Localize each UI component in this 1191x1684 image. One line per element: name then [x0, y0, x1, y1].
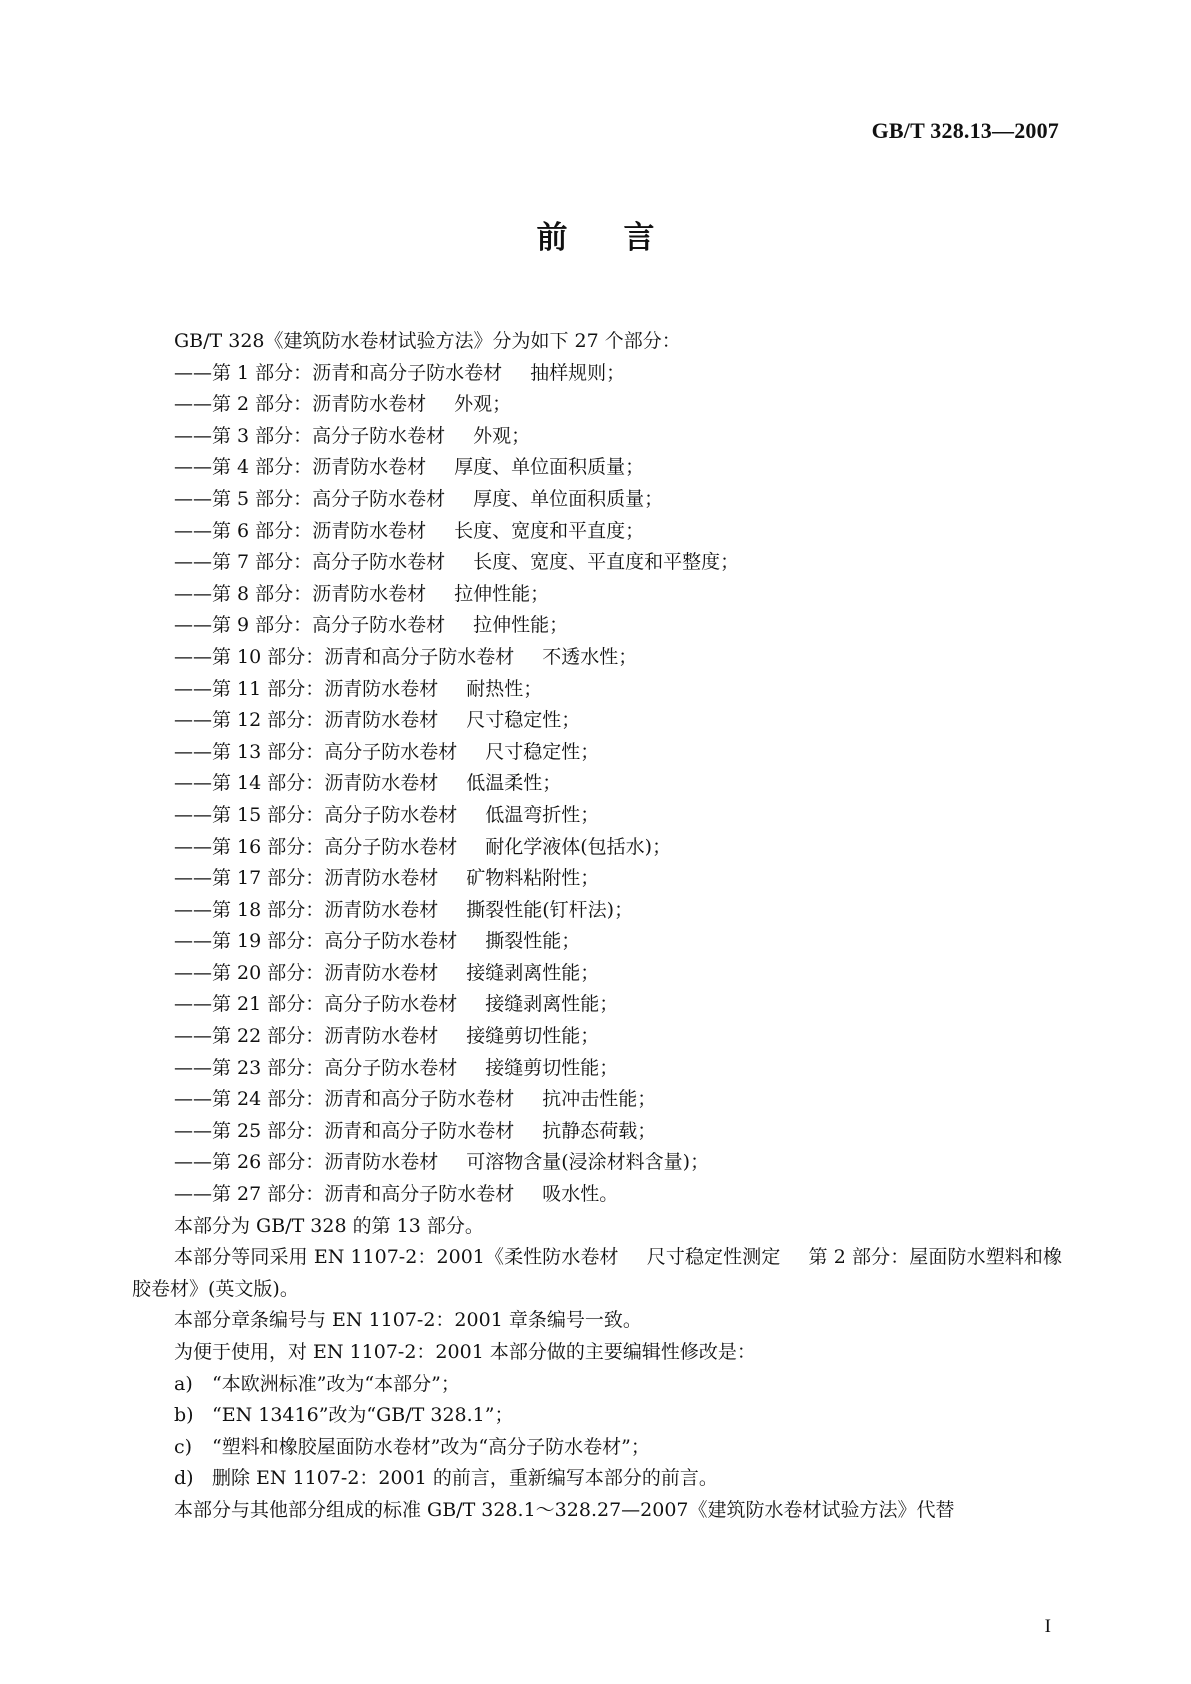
- part-list-item: [132, 768, 1062, 800]
- part-subject: 接缝剪切性能；: [466, 1025, 600, 1048]
- part-subject: 接缝剥离性能；: [485, 993, 619, 1016]
- part-list-item: [132, 989, 1062, 1021]
- part-list-item: [132, 547, 1062, 579]
- parts-list: [132, 358, 1062, 1211]
- standard-code: GB/T 328.13—2007: [871, 118, 1059, 143]
- part-list-item: [132, 895, 1062, 927]
- adoption-paragraph: [132, 1242, 1062, 1305]
- part-subject: 尺寸稳定性；: [466, 709, 581, 732]
- part-list-item: [132, 610, 1062, 642]
- part-subject: 厚度、单位面积质量；: [454, 456, 645, 479]
- part-subject: 耐化学液体(包括水)；: [485, 835, 672, 858]
- part-title: ——第 2 部分：沥青防水卷材: [174, 393, 427, 416]
- part-list-item: [132, 452, 1062, 484]
- part-title: ——第 22 部分：沥青防水卷材: [174, 1025, 439, 1048]
- part-list-item: [132, 926, 1062, 958]
- part-list-item: [132, 705, 1062, 737]
- part-subject: 低温弯折性；: [485, 803, 600, 826]
- part-subject: 接缝剥离性能；: [466, 961, 600, 984]
- part-title: ——第 9 部分：高分子防水卷材: [174, 614, 446, 637]
- part-subject: 长度、宽度、平直度和平整度；: [473, 551, 740, 574]
- part-title: ——第 14 部分：沥青防水卷材: [174, 772, 439, 795]
- part-list-item: [132, 421, 1062, 453]
- page-title: 前言: [536, 220, 711, 256]
- part-list-item: [132, 358, 1062, 390]
- part-title: ——第 6 部分：沥青防水卷材: [174, 519, 427, 542]
- part-subject: 拉伸性能；: [473, 614, 569, 637]
- amendments-list: [132, 1369, 1062, 1495]
- part-subject: 低温柔性；: [466, 772, 562, 795]
- part-list-item: [132, 737, 1062, 769]
- part-subject: 尺寸稳定性；: [485, 740, 600, 763]
- amendment-item: [132, 1369, 1062, 1401]
- part-subject: 抽样规则；: [530, 361, 626, 384]
- part-title: ——第 5 部分：高分子防水卷材: [174, 487, 446, 510]
- part-subject: 矿物料粘附性；: [466, 867, 600, 890]
- part-subject: 外观；: [473, 424, 531, 447]
- replacement-paragraph: 本部分与其他部分组成的标准 GB/T 328.1～328.27—2007《建筑防水卷材试验方法》代替: [174, 1498, 955, 1521]
- page-number: I: [1044, 1616, 1051, 1637]
- amendment-text: “EN 13416”改为“GB/T 328.1”；: [212, 1404, 514, 1427]
- part-subject: 厚度、单位面积质量；: [473, 487, 664, 510]
- amendment-text: “塑料和橡胶屋面防水卷材”改为“高分子防水卷材”；: [212, 1435, 650, 1458]
- part-title: ——第 23 部分：高分子防水卷材: [174, 1056, 458, 1079]
- amendment-label: c): [174, 1435, 193, 1458]
- part-list-item: [132, 1053, 1062, 1085]
- part-list-item: [132, 642, 1062, 674]
- part-title: ——第 26 部分：沥青防水卷材: [174, 1151, 439, 1174]
- part-list-item: [132, 1084, 1062, 1116]
- edits-paragraph: 为便于使用，对 EN 1107-2：2001 本部分做的主要编辑性修改是：: [174, 1341, 756, 1363]
- part-list-item: [132, 832, 1062, 864]
- part-title: ——第 27 部分：沥青和高分子防水卷材: [174, 1183, 515, 1206]
- adoption-text-a: 本部分等同采用 EN 1107-2：2001《柔性防水卷材: [174, 1246, 619, 1269]
- part-list-item: [132, 1021, 1062, 1053]
- adoption-text-b: 尺寸稳定性测定: [646, 1246, 781, 1269]
- part-subject: 拉伸性能；: [454, 582, 550, 605]
- part-subject: 可溶物含量(浸涂材料含量)；: [466, 1151, 710, 1174]
- part-subject: 抗静态荷载；: [542, 1119, 657, 1142]
- foreword-body: [132, 326, 1062, 1527]
- intro-paragraph: GB/T 328《建筑防水卷材试验方法》分为如下 27 个部分：: [174, 330, 681, 352]
- part-subject: 接缝剪切性能；: [485, 1056, 619, 1079]
- part-list-item: [132, 484, 1062, 516]
- part-title: ——第 4 部分：沥青防水卷材: [174, 456, 427, 479]
- part-title: ——第 13 部分：高分子防水卷材: [174, 740, 458, 763]
- amendment-label: b): [174, 1404, 194, 1427]
- part-list-item: [132, 1179, 1062, 1211]
- part-subject: 吸水性。: [542, 1183, 619, 1206]
- part-list-item: [132, 800, 1062, 832]
- part-subject: 耐热性；: [466, 677, 543, 700]
- amendment-label: d): [174, 1467, 194, 1490]
- part-list-item: [132, 516, 1062, 548]
- part-list-item: [132, 1147, 1062, 1179]
- amendment-label: a): [174, 1372, 193, 1395]
- amendment-item: [132, 1400, 1062, 1432]
- part-subject: 不透水性；: [542, 645, 638, 668]
- part-list-item: [132, 958, 1062, 990]
- part-title: ——第 20 部分：沥青防水卷材: [174, 961, 439, 984]
- part-title: ——第 24 部分：沥青和高分子防水卷材: [174, 1088, 515, 1111]
- numbering-paragraph: 本部分章条编号与 EN 1107-2：2001 章条编号一致。: [174, 1309, 642, 1332]
- part-list-item: [132, 674, 1062, 706]
- part-title: ——第 21 部分：高分子防水卷材: [174, 993, 458, 1016]
- part-title: ——第 7 部分：高分子防水卷材: [174, 551, 446, 574]
- part-title: ——第 16 部分：高分子防水卷材: [174, 835, 458, 858]
- part-subject: 撕裂性能(钉杆法)；: [466, 898, 634, 921]
- amendment-item: [132, 1463, 1062, 1495]
- part-list-item: [132, 579, 1062, 611]
- part-title: ——第 8 部分：沥青防水卷材: [174, 582, 427, 605]
- amendment-item: [132, 1432, 1062, 1464]
- adoption-text-c: 第 2 部分：屋面防水塑料和橡胶卷材》(英文版)。: [132, 1246, 1062, 1300]
- part-list-item: [132, 1116, 1062, 1148]
- part-subject: 抗冲击性能；: [542, 1088, 657, 1111]
- part-title: ——第 1 部分：沥青和高分子防水卷材: [174, 361, 503, 384]
- part-list-item: [132, 863, 1062, 895]
- part-title: ——第 11 部分：沥青防水卷材: [174, 677, 439, 700]
- part-title: ——第 12 部分：沥青防水卷材: [174, 709, 439, 732]
- amendment-text: “本欧洲标准”改为“本部分”；: [212, 1372, 460, 1395]
- part-number-paragraph: 本部分为 GB/T 328 的第 13 部分。: [174, 1214, 484, 1237]
- part-title: ——第 3 部分：高分子防水卷材: [174, 424, 446, 447]
- part-title: ——第 17 部分：沥青防水卷材: [174, 867, 439, 890]
- part-subject: 撕裂性能；: [485, 930, 581, 953]
- amendment-text: 删除 EN 1107-2：2001 的前言，重新编写本部分的前言。: [212, 1467, 718, 1490]
- part-subject: 外观；: [454, 393, 512, 416]
- part-list-item: [132, 389, 1062, 421]
- part-title: ——第 15 部分：高分子防水卷材: [174, 803, 458, 826]
- part-title: ——第 25 部分：沥青和高分子防水卷材: [174, 1119, 515, 1142]
- part-title: ——第 19 部分：高分子防水卷材: [174, 930, 458, 953]
- part-subject: 长度、宽度和平直度；: [454, 519, 645, 542]
- part-title: ——第 18 部分：沥青防水卷材: [174, 898, 439, 921]
- part-title: ——第 10 部分：沥青和高分子防水卷材: [174, 645, 515, 668]
